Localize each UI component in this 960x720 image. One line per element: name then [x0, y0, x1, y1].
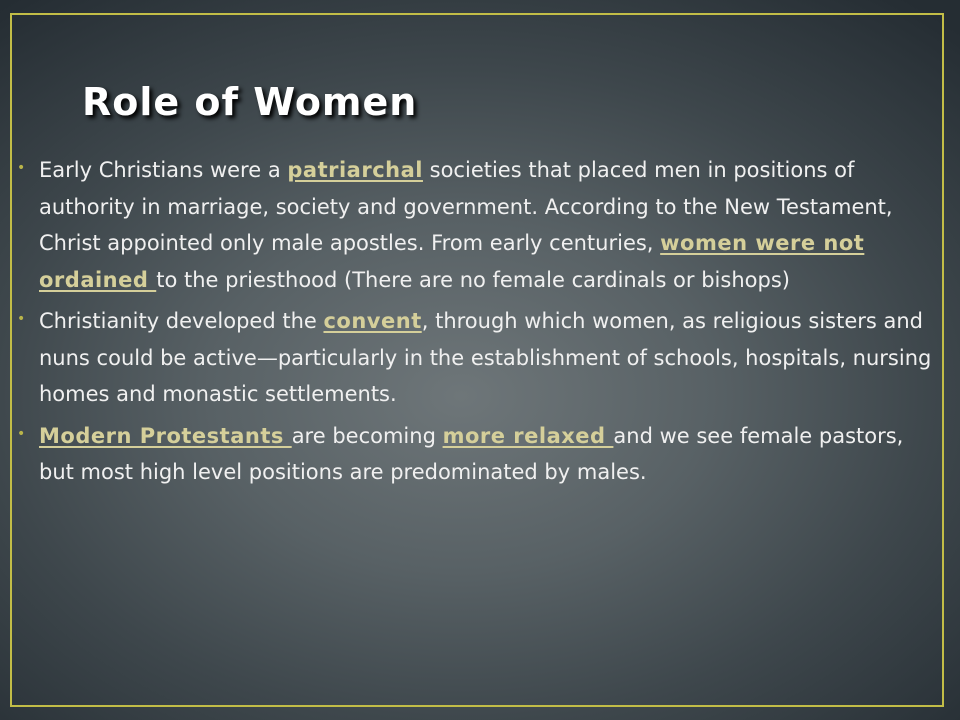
bullet-text: to the priesthood (There are no female cardinals or bishops) — [156, 267, 790, 292]
bullet-text: Early Christians were a — [39, 158, 288, 182]
highlight-term-modern-protestants: Modern Protestants — [39, 423, 292, 448]
bullet-icon: • — [17, 160, 26, 176]
bullet-item-protestants — [17, 418, 937, 491]
highlight-term-women-not-ordained: women were not ordained — [39, 231, 865, 292]
highlight-term-patriarchal: patriarchal — [287, 158, 423, 182]
bullet-icon: • — [17, 425, 26, 442]
highlight-term-more-relaxed: more relaxed — [442, 423, 614, 448]
highlight-term-convent: convent — [323, 309, 422, 333]
bullet-item-convent — [17, 303, 937, 413]
bullet-icon: • — [17, 311, 26, 327]
bullet-text: , through which women, as religious sisters and nuns could be active—particularly in the establishment of schools, hospitals, nursing homes and monastic settlements. — [39, 309, 932, 406]
slide-title: Role of Women — [82, 80, 418, 124]
bullet-text: and we see female pastors, but most high level positions are predominated by males. — [39, 423, 904, 484]
bullet-text: are becoming — [291, 423, 443, 448]
bullet-item-patriarchal — [17, 152, 937, 298]
bullet-text: societies that placed men in positions of authority in marriage, society and government. According to the New Testament, Christ appointed only male apostles. From early centuries, — [39, 158, 893, 255]
bullet-text: Christianity developed the — [39, 309, 324, 333]
bullet-list — [17, 152, 937, 496]
